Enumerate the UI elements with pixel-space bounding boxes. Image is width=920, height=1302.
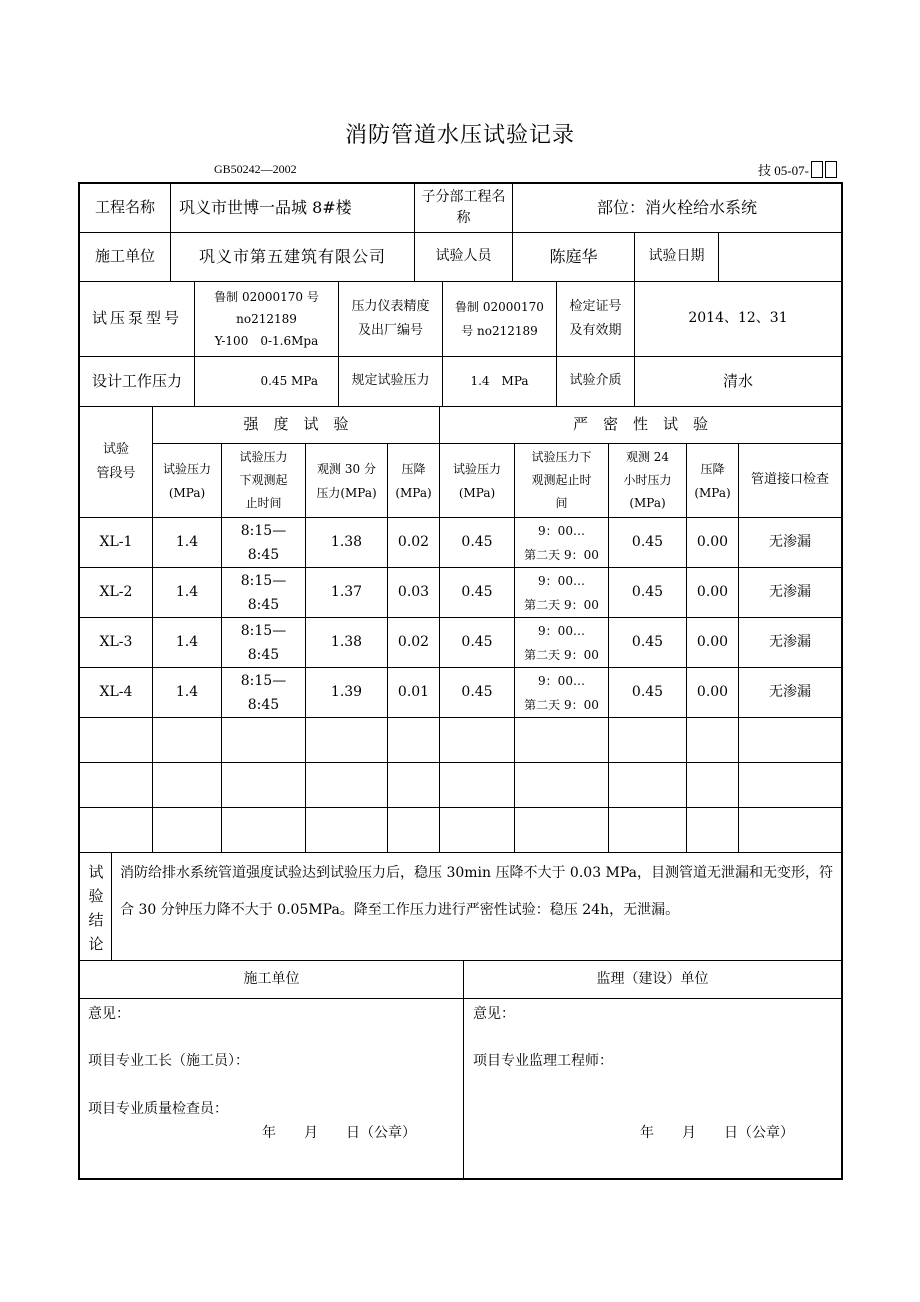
form-code-text: 技 05-07- xyxy=(758,163,809,178)
conclusion-label-char: 结 xyxy=(88,911,104,929)
joint-check-cell: 无渗漏 xyxy=(769,533,811,550)
col-tightness-time xyxy=(515,444,608,517)
strength-time-cell-line: 8:15— xyxy=(240,572,287,589)
strength-time-cell xyxy=(222,618,305,667)
strength-drop-cell: 0.02 xyxy=(397,633,430,650)
strength-time-cell-line: 8:45 xyxy=(247,546,280,563)
section-cell: XL-4 xyxy=(99,683,133,700)
cert-label xyxy=(557,282,634,356)
strength-time-cell-line: 8:45 xyxy=(247,646,280,663)
tightness-pressure-cell: 0.45 xyxy=(461,633,493,650)
strength-observed-cell: 1.38 xyxy=(330,533,363,550)
strength-time-cell-line: 8:15— xyxy=(240,522,287,539)
cert-label-line: 及有效期 xyxy=(569,323,622,338)
conclusion-text: 消防给排水系统管道强度试验达到试验压力后，稳压 30min 压降不大于 0.03 MPa，目测管道无泄漏和无变形，符合 30 分钟压力降不大于 0.05MPa。降至工作压力进行严密性试验：稳压 24h，无泄漏。 xyxy=(120,865,834,918)
tightness-time-cell-line: 9：00… xyxy=(538,573,585,588)
tightness-pressure-cell: 0.45 xyxy=(461,583,493,600)
col-header-line: 观测 24 xyxy=(625,450,670,464)
inspector-signature-label: 项目专业质量检查员： xyxy=(88,1101,228,1117)
sub-project-value: 部位：消火栓给水系统 xyxy=(596,197,757,217)
supervisor-signature-label: 项目专业监理工程师： xyxy=(473,1053,613,1069)
section-header xyxy=(80,407,152,517)
tightness-time-cell xyxy=(515,518,608,567)
strength-pressure-cell: 1.4 xyxy=(175,583,199,600)
strength-time-cell-line: 8:45 xyxy=(247,596,280,613)
tightness-observed-cell: 0.45 xyxy=(631,583,664,600)
strength-pressure-cell: 1.4 xyxy=(175,533,199,550)
strength-time-cell-line: 8:15— xyxy=(240,672,287,689)
medium-value: 清水 xyxy=(722,371,753,390)
strength-time-cell-line: 8:15— xyxy=(240,622,287,639)
gauge-label-line: 及出厂编号 xyxy=(357,323,423,338)
contractor-date-line: 年 月 日（公章） xyxy=(262,1125,416,1141)
strength-drop-cell: 0.03 xyxy=(397,583,430,600)
sub-project-label: 子分部工程名称 xyxy=(421,188,506,226)
col-tightness-pressure xyxy=(440,444,514,517)
supervisor-date-line: 年 月 日（公章） xyxy=(640,1125,794,1141)
tightness-time-cell xyxy=(515,618,608,667)
contractor-label: 施工单位 xyxy=(94,247,155,266)
cert-value: 2014、12、31 xyxy=(688,310,788,327)
joint-check-cell: 无渗漏 xyxy=(769,583,811,600)
tightness-drop-cell: 0.00 xyxy=(696,583,729,600)
section-header-line: 管段号 xyxy=(96,466,136,481)
section-cell: XL-3 xyxy=(99,633,133,650)
gauge-label xyxy=(339,282,442,356)
col-header-line: 压力(MPa) xyxy=(316,485,377,500)
strength-time-cell-line: 8:45 xyxy=(247,696,280,713)
col-header-line: 试验压力下 xyxy=(531,450,592,464)
col-joint-check: 管道接口检查 xyxy=(750,472,829,488)
project-name-value: 巩义市世博一品城 8#楼 xyxy=(179,197,352,217)
col-header-line: 小时压力 xyxy=(623,473,672,487)
tightness-time-cell xyxy=(515,668,608,717)
test-date-label: 试验日期 xyxy=(648,248,705,265)
col-header-line: (MPa) xyxy=(694,485,731,500)
tightness-time-cell-line: 9：00… xyxy=(538,673,585,688)
conclusion-label-char: 论 xyxy=(88,935,104,953)
tightness-pressure-cell: 0.45 xyxy=(461,533,493,550)
tester-label: 试验人员 xyxy=(435,248,492,265)
col-strength-time xyxy=(222,444,305,517)
conclusion-label-char: 试 xyxy=(88,863,104,881)
col-header-line: 下观测起 xyxy=(239,473,288,487)
tightness-test-header: 严 密 性 试 验 xyxy=(572,415,708,434)
col-tightness-observed xyxy=(609,444,686,517)
strength-observed-cell: 1.37 xyxy=(330,583,363,600)
tightness-pressure-cell: 0.45 xyxy=(461,683,493,700)
joint-check-cell: 无渗漏 xyxy=(769,633,811,650)
strength-time-cell xyxy=(222,568,305,617)
contractor-value: 巩义市第五建筑有限公司 xyxy=(198,247,386,267)
section-header-line: 试验 xyxy=(102,442,129,457)
conclusion-label-char: 验 xyxy=(88,887,104,905)
cert-label-line: 检定证号 xyxy=(569,299,622,314)
col-strength-pressure xyxy=(153,444,221,517)
col-strength-observed xyxy=(306,444,387,517)
col-header-line: (MPa) xyxy=(168,485,206,500)
pump-label: 试压泵型号 xyxy=(91,309,182,328)
strength-time-cell xyxy=(222,668,305,717)
col-header-line: 止时间 xyxy=(245,496,282,510)
col-tightness-drop xyxy=(687,444,738,517)
strength-drop-cell: 0.01 xyxy=(397,683,430,700)
form-code-box xyxy=(811,161,823,178)
strength-test-header: 强 度 试 验 xyxy=(243,415,349,434)
section-cell: XL-1 xyxy=(99,533,133,550)
test-pressure-label: 规定试验压力 xyxy=(351,373,430,389)
strength-observed-cell: 1.38 xyxy=(330,633,363,650)
gauge-label-line: 压力仪表精度 xyxy=(351,299,430,314)
foreman-signature-label: 项目专业工长（施工员）： xyxy=(88,1053,249,1069)
contractor-signoff-title: 施工单位 xyxy=(243,970,300,987)
tightness-time-cell-line: 第二天 9：00 xyxy=(524,597,599,612)
pump-value-line: Y-100 0-1.6Mpa xyxy=(214,334,319,348)
standard-number: GB50242—2002 xyxy=(214,162,297,176)
tightness-time-cell-line: 第二天 9：00 xyxy=(524,547,599,562)
tightness-time-cell-line: 9：00… xyxy=(538,623,585,638)
supervisor-opinion-label: 意见： xyxy=(473,1006,515,1022)
design-pressure-value: 0.45 MPa xyxy=(260,374,318,389)
tester-value: 陈庭华 xyxy=(549,247,598,267)
pump-value-line: 鲁制 02000170 号 xyxy=(214,290,319,304)
strength-time-cell xyxy=(222,518,305,567)
medium-label: 试验介质 xyxy=(569,373,622,389)
tightness-observed-cell: 0.45 xyxy=(631,683,664,700)
gauge-value-line: 号 no212189 xyxy=(461,324,538,338)
col-header-line: 观测 30 分 xyxy=(317,461,376,476)
tightness-drop-cell: 0.00 xyxy=(696,683,729,700)
test-pressure-value: 1.4 MPa xyxy=(470,374,529,389)
col-header-line: 试验压力 xyxy=(162,461,211,476)
contractor-opinion-label: 意见： xyxy=(88,1006,130,1022)
col-header-line: 观测起止时 xyxy=(531,473,592,487)
col-header-line: 间 xyxy=(555,496,568,510)
col-strength-drop xyxy=(388,444,439,517)
tightness-time-cell-line: 第二天 9：00 xyxy=(524,647,599,662)
col-header-line: (MPa) xyxy=(458,485,496,500)
tightness-observed-cell: 0.45 xyxy=(631,633,664,650)
form-code-box xyxy=(825,161,837,178)
gauge-value xyxy=(443,282,556,356)
gauge-value-line: 鲁制 02000170 xyxy=(455,300,544,314)
strength-observed-cell: 1.39 xyxy=(330,683,363,700)
form-code xyxy=(758,160,837,179)
col-header-line: 压降 xyxy=(401,461,426,476)
col-header-line: 试验压力 xyxy=(452,461,501,476)
joint-check-cell: 无渗漏 xyxy=(769,683,811,700)
tightness-time-cell-line: 第二天 9：00 xyxy=(524,697,599,712)
strength-pressure-cell: 1.4 xyxy=(175,633,199,650)
section-cell: XL-2 xyxy=(99,583,133,600)
strength-drop-cell: 0.02 xyxy=(397,533,430,550)
col-header-line: 压降 xyxy=(700,461,725,476)
col-header-line: (MPa) xyxy=(629,496,666,510)
pump-value-line: no212189 xyxy=(236,312,297,326)
tightness-time-cell xyxy=(515,568,608,617)
conclusion-label xyxy=(86,860,106,956)
strength-pressure-cell: 1.4 xyxy=(175,683,199,700)
page-title: 消防管道水压试验记录 xyxy=(344,123,575,148)
pump-value xyxy=(195,282,338,356)
tightness-drop-cell: 0.00 xyxy=(696,533,729,550)
col-header-line: 试验压力 xyxy=(239,450,288,464)
tightness-observed-cell: 0.45 xyxy=(631,533,664,550)
col-header-line: (MPa) xyxy=(395,485,432,500)
supervisor-signoff-title: 监理（建设）单位 xyxy=(596,970,709,987)
design-pressure-label: 设计工作压力 xyxy=(91,371,182,390)
project-name-label: 工程名称 xyxy=(94,197,155,216)
tightness-drop-cell: 0.00 xyxy=(696,633,729,650)
test-date-value xyxy=(719,233,841,281)
tightness-time-cell-line: 9：00… xyxy=(538,523,585,538)
